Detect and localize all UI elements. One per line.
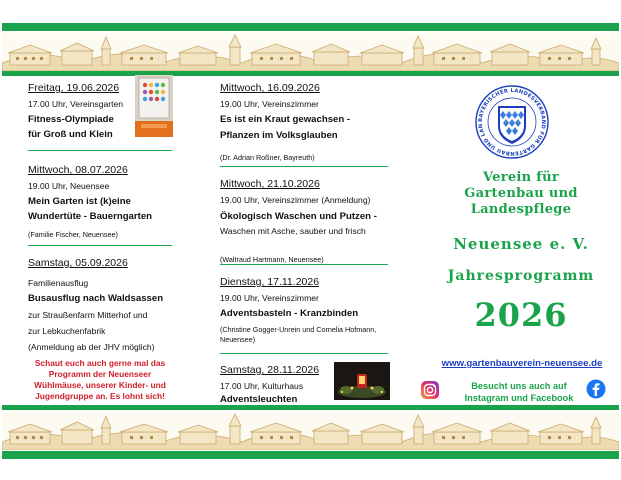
bottom-green-band-upper (2, 405, 619, 410)
event-desc-line: zur Lebkuchenfabrik (28, 326, 106, 336)
event-note-line: Neuensee) (220, 335, 256, 344)
event-title-line: Fitness-Olympiade (28, 114, 114, 125)
event-bauerngarten (28, 164, 178, 240)
event-time: 17.00 Uhr, Vereinsgarten (28, 99, 124, 109)
event-date: Freitag, 19.06.2026 (28, 82, 120, 94)
program-year: 2026 (474, 296, 568, 334)
divider (28, 245, 172, 246)
event-note: (Waltraud Hartmann, Neuensee) (220, 255, 324, 264)
event-time: 19.00 Uhr, Vereinszimmer (220, 99, 319, 109)
club-name-line: Gartenbau und (464, 186, 578, 201)
event-busausflug (28, 257, 178, 354)
landesverband-logo (474, 84, 550, 160)
promo-line: Programm der Neuenseer (48, 369, 152, 379)
event-desc-line: (Anmeldung ab der JHV möglich) (28, 342, 155, 352)
club-name-line: Landespflege (470, 202, 572, 217)
program-heading: Jahresprogramm (447, 268, 595, 284)
top-green-band (2, 23, 619, 31)
club-name (426, 170, 616, 218)
fitness-olympiade-photo (135, 75, 173, 137)
social-line: Besucht uns auch auf (471, 381, 567, 391)
club-place: Neuensee e. V. (453, 235, 589, 253)
event-title-line: Adventsbasteln - Kranzbinden (220, 308, 359, 319)
event-title-line: Pflanzen im Volksglauben (220, 130, 338, 141)
top-village-banner (2, 33, 619, 71)
social-line: Instagram und Facebook (464, 393, 574, 403)
event-date: Samstag, 28.11.2026 (220, 364, 320, 376)
event-time: 19.00 Uhr, Vereinszimmer (Anmeldung) (220, 195, 371, 205)
promo-line: Jugendgruppe an. Es lohnt sich! (35, 391, 165, 401)
village-skyline-top (2, 33, 619, 71)
top-green-band-lower (2, 71, 619, 76)
event-title-line: Adventsleuchten (220, 394, 298, 405)
social-media-text (446, 380, 592, 404)
event-time: 19.00 Uhr, Vereinszimmer (220, 293, 319, 303)
divider (220, 166, 388, 167)
instagram-icon[interactable] (420, 380, 440, 400)
event-note: (Dr. Adrian Roßner, Bayreuth) (220, 153, 315, 162)
event-title-line: Mein Garten ist (k)eine (28, 196, 131, 207)
event-desc-line: zur Straußenfarm Mitterhof und (28, 310, 148, 320)
website-link[interactable]: www.gartenbauverein-neuensee.de (441, 358, 603, 369)
event-date: Mittwoch, 21.10.2026 (220, 178, 320, 190)
promo-line: Schaut euch auch gerne mal das (34, 358, 166, 368)
middle-column (220, 82, 400, 405)
event-title-line: für Groß und Klein (28, 129, 113, 140)
event-date: Dienstag, 17.11.2026 (220, 276, 320, 288)
divider (220, 353, 388, 354)
event-title-line: Ökologisch Waschen und Putzen - (220, 211, 377, 222)
club-name-line: Verein für (482, 170, 560, 185)
event-title-line: Es ist ein Kraut gewachsen - (220, 114, 351, 125)
event-adventsbasteln (220, 276, 400, 345)
divider (220, 264, 388, 265)
youth-group-promo (28, 358, 172, 402)
promo-line: Wühlmäuse, unserer Kinder- und (34, 380, 166, 390)
event-date: Mittwoch, 16.09.2026 (220, 82, 320, 94)
event-time: 19.00 Uhr, Neuensee (28, 181, 110, 191)
event-date: Samstag, 05.09.2026 (28, 257, 128, 269)
adventsleuchten-photo (334, 362, 390, 400)
bottom-green-band (2, 451, 619, 459)
event-time: Familienausflug (28, 278, 89, 288)
event-note-line: (Christine Gogger-Unrein und Cornelia Hofmann, (220, 325, 377, 334)
event-desc-line: Waschen mit Asche, sauber und frisch (220, 226, 366, 236)
event-kraut-gewachsen (220, 82, 400, 163)
event-title-line: Busausflug nach Waldsassen (28, 293, 164, 304)
bottom-village-banner (2, 412, 619, 450)
event-title-line: Wundertüte - Bauerngarten (28, 211, 153, 222)
divider (28, 150, 172, 151)
village-skyline-bottom (2, 412, 619, 450)
event-date: Mittwoch, 08.07.2026 (28, 164, 128, 176)
event-note: (Familie Fischer, Neuensee) (28, 230, 118, 239)
event-oekologisch-waschen (220, 178, 400, 265)
logo-ring-text: BAYERISCHER LANDESVERBAND FÜR GARTENBAU UND LAN (477, 87, 547, 157)
facebook-icon[interactable] (586, 379, 606, 399)
event-time: 17.00 Uhr, Kulturhaus (220, 381, 304, 391)
